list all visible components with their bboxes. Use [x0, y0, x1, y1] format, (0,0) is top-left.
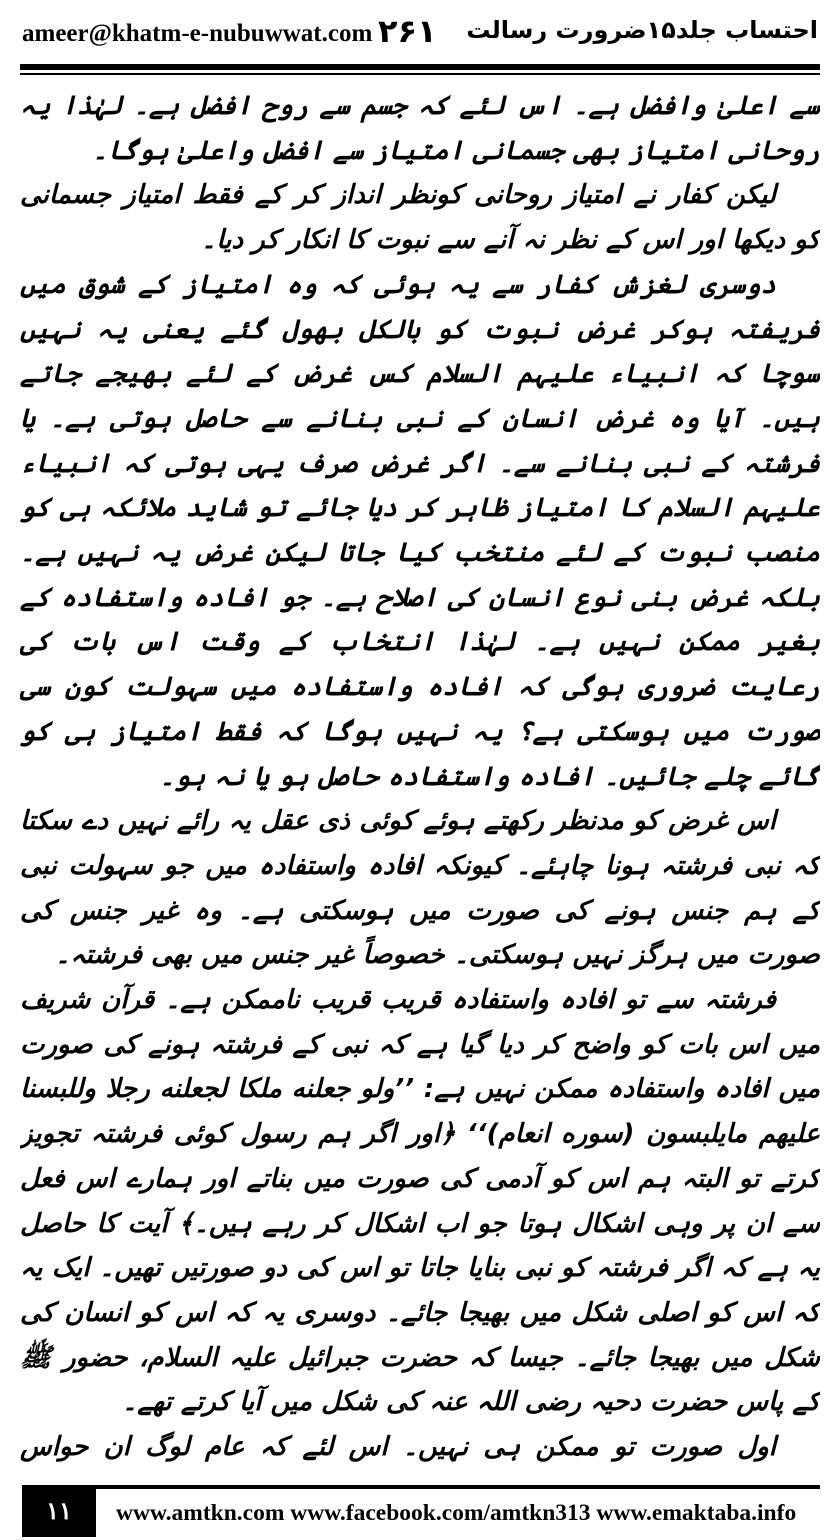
footer-page-number: ۱۱: [22, 1485, 96, 1537]
paragraph-4: اس غرض کو مدنظر رکھتے ہوئے کوئی ذی عقل یہ رائے نہیں دے سکتا کہ نبی فرشتہ ہونا چاہئے۔ کیونکہ افادہ واستفادہ میں جو سہولت نبی کے ہم جنس ہونے کی صورت میں ہوسکتی ہے۔ وہ غیر جنس کی صورت میں ہرگز نہیں ہوسکتی۔ خصوصاً غیر جنس میں بھی فرشتہ۔: [20, 806, 820, 971]
paragraph-2: لیکن کفار نے امتیاز روحانی کونظر انداز کر کے فقط امتیاز جسمانی کو دیکھا اور اس کے نظر نہ آنے سے نبوت کا انکار کر دیا۔: [20, 180, 820, 256]
paragraph-6: اول صورت تو ممکن ہی نہیں۔ اس لئے کہ عام لوگ ان حواس: [20, 1432, 776, 1463]
page-header: [0, 0, 840, 64]
header-rule-thick: [20, 64, 820, 70]
header-page-number: ۲۶۱: [378, 12, 437, 50]
body-text: [20, 84, 820, 1476]
header-rule-thin: [20, 73, 820, 75]
paragraph-5: فرشتہ سے تو افادہ واستفادہ قریب قریب ناممکن ہے۔ قرآن شریف میں اس بات کو واضح کر دیا گیا ہے کہ نبی کے فرشتہ ہونے کی صورت میں افادہ واستفادہ ممکن نہیں ہے: ’’ولو جعلنه ملکا لجعلنه رجلا وللبسنا علیهم مایلبسون (سوره انعام)‘‘ ﴿اور اگر ہم رسول کوئی فرشتہ تجویز کرتے تو البتہ ہم اس کو آدمی کی صورت میں بناتے اور ہمارے اس فعل سے ان پر وہی اشکال ہوتا جو اب اشکال کر رہے ہیں۔﴾ آیت کا حاصل یہ ہے کہ اگر فرشتہ کو نبی بنایا جاتا تو اس کی دو صورتیں تھیں۔ ایک یہ کہ اس کو اصلی شکل میں بھیجا جائے۔ دوسری یہ کہ اس کو انسان کی شکل میں بھیجا جائے۔ جیسا کہ حضرت جبرائیل علیہ السلام، حضور ﷺ کے پاس حضرت دحیہ رضی اللہ عنہ کی شکل میں آیا کرتے تھے۔: [20, 985, 820, 1418]
paragraph-3: دوسری لغزش کفار سے یہ ہوئی کہ وہ امتیاز کے شوق میں فریفتہ ہوکر غرض نبوت کو بالکل بھول گئے یعنی یہ نہیں سوچا کہ انبیاء علیہم السلام کس غرض کے لئے بھیجے جاتے ہیں۔ آیا وہ غرض انسان کے نبی بنانے سے حاصل ہوتی ہے۔ یا فرشتہ کے نبی بنانے سے۔ اگر غرض صرف یہی ہوتی کہ انبیاء علیہم السلام کا امتیاز ظاہر کر دیا جائے تو شاید ملائکہ ہی کو منصب نبوت کے لئے منتخب کیا جاتا لیکن غرض یہ نہیں ہے۔ بلکہ غرض بنی نوع انسان کی اصلاح ہے۔ جو افادہ واستفادہ کے بغیر ممکن نہیں ہے۔ لہٰذا انتخاب کے وقت اس بات کی رعایت ضروری ہوگی کہ افادہ واستفادہ میں سہولت کون سی صورت میں ہوسکتی ہے؟ یہ نہیں ہوگا کہ فقط امتیاز ہی کو گائے چلے جائیں۔ افادہ واستفادہ حاصل ہو یا نہ ہو۔: [20, 269, 820, 792]
header-running-title: احتساب جلد۱۵ضرورت رسالت: [466, 16, 818, 44]
footer-rule: [96, 1485, 820, 1489]
header-email: ameer@khatm-e-nubuwwat.com: [22, 20, 373, 47]
footer-links: www.amtkn.com www.facebook.com/amtkn313 www.emaktaba.info: [116, 1500, 797, 1526]
paragraph-1: سے اعلیٰ وافضل ہے۔ اس لئے کہ جسم سے روح افضل ہے۔ لہٰذا یہ روحانی امتیاز بھی جسمانی امتیاز سے افضل واعلیٰ ہوگا۔: [20, 91, 820, 166]
